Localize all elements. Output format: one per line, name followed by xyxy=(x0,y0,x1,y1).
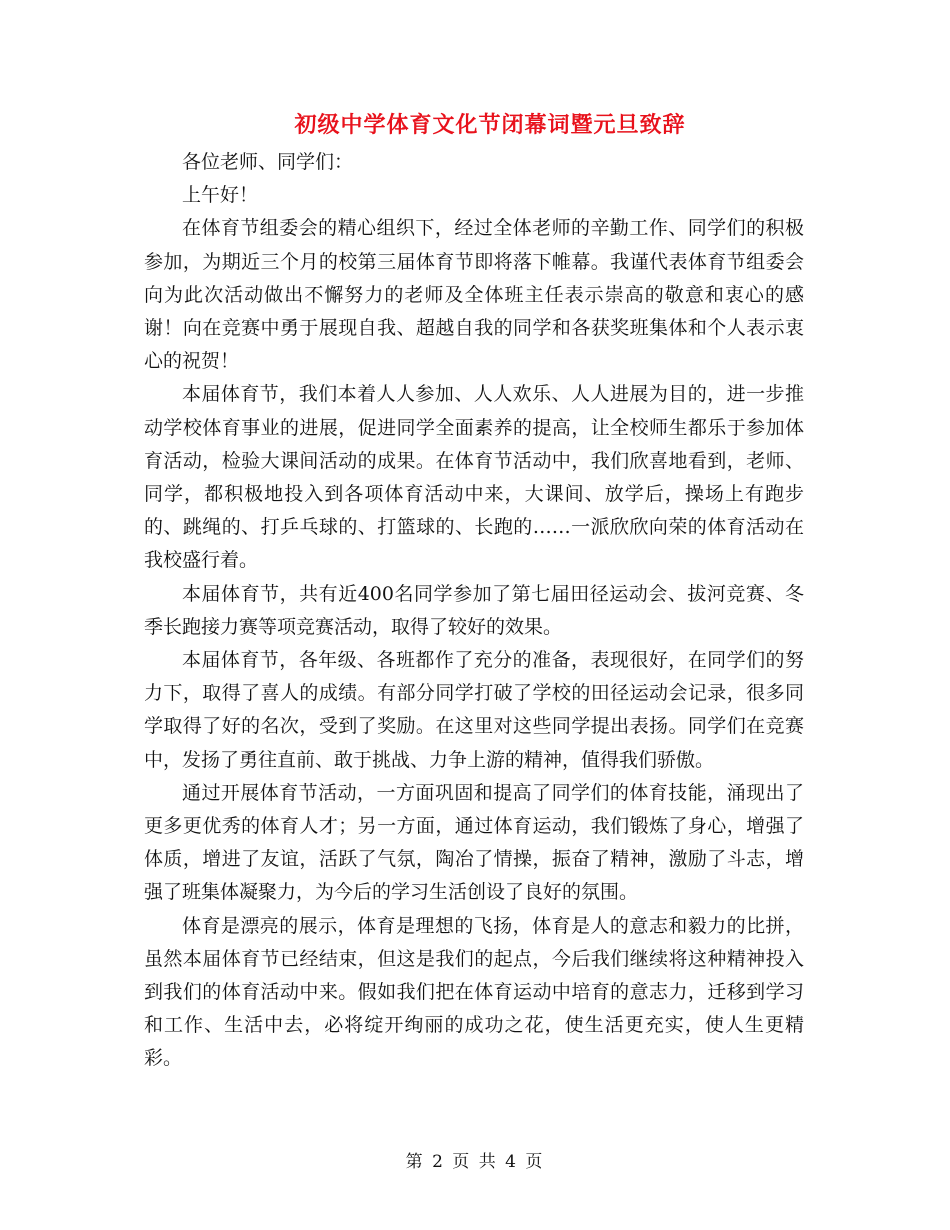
paragraph-5: 通过开展体育节活动，一方面巩固和提高了同学们的体育技能，涌现出了更多更优秀的体育人才；另一方面，通过体育运动，我们锻炼了身心，增强了体质，增进了友谊，活跃了气氛，陶冶了情操，振奋了精神，激励了斗志，增强了班集体凝聚力，为今后的学习生活创设了良好的氛围。 xyxy=(144,781,804,904)
greeting: 上午好！ xyxy=(182,184,259,207)
paragraph-2: 本届体育节，我们本着人人参加、人人欢乐、人人进展为目的，进一步推动学校体育事业的进展，促进同学全面素养的提高，让全校师生都乐于参加体育活动，检验大课间活动的成果。在体育节活动中，我们欣喜地看到，老师、同学，都积极地投入到各项体育活动中来，大课间、放学后，操场上有跑步的、跳绳的、打乒乓球的、打篮球的、长跑的……一派欣欣向荣的体育活动在我校盛行着。 xyxy=(144,383,804,572)
document-body xyxy=(144,146,804,1076)
document-title: 初级中学体育文化节闭幕词暨元旦致辞 xyxy=(294,112,686,138)
paragraph-3: 本届体育节，共有近400名同学参加了第七届田径运动会、拔河竞赛、冬季长跑接力赛等项竞赛活动，取得了较好的效果。 xyxy=(144,582,804,638)
salutation: 各位老师、同学们： xyxy=(182,151,354,173)
paragraph-6: 体育是漂亮的展示，体育是理想的飞扬，体育是人的意志和毅力的比拼，虽然本届体育节已经结束，但这是我们的起点，今后我们继续将这种精神投入到我们的体育活动中来。假如我们把在体育运动中培育的意志力，迁移到学习和工作、生活中去，必将绽开绚丽的成功之花，使生活更充实，使人生更精彩。 xyxy=(144,914,804,1070)
paragraph-1: 在体育节组委会的精心组织下，经过全体老师的辛勤工作、同学们的积极参加，为期近三个月的校第三届体育节即将落下帷幕。我谨代表体育节组委会向为此次活动做出不懈努力的老师及全体班主任表示崇高的敬意和衷心的感谢！向在竞赛中勇于展现自我、超越自我的同学和各获奖班集体和个人表示衷心的祝贺！ xyxy=(144,217,804,373)
page-footer: 第 2 页 共 4 页 xyxy=(405,1152,545,1172)
paragraph-4: 本届体育节，各年级、各班都作了充分的准备，表现很好，在同学们的努力下，取得了喜人的成绩。有部分同学打破了学校的田径运动会记录，很多同学取得了好的名次，受到了奖励。在这里对这些同学提出表扬。同学们在竞赛中，发扬了勇往直前、敢于挑战、力争上游的精神，值得我们骄傲。 xyxy=(144,649,804,771)
